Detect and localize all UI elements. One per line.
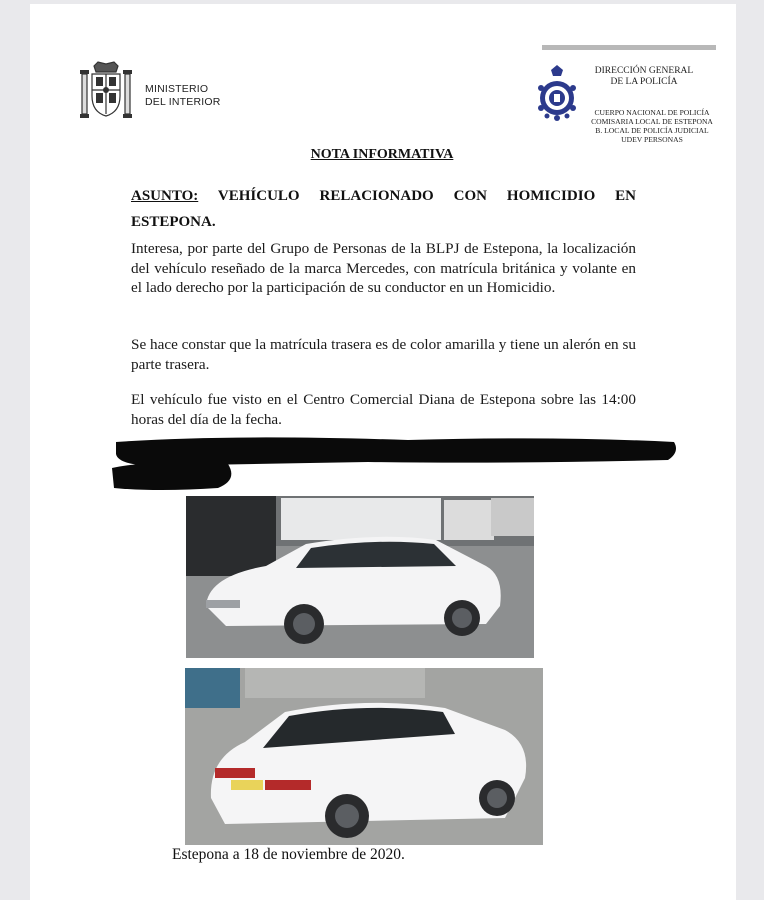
direccion-general: [580, 66, 708, 88]
unit-line-2: COMISARIA LOCAL DE ESTEPONA: [591, 117, 713, 126]
vehicle-photo-rear: [185, 668, 543, 845]
unit-block: [582, 108, 722, 144]
ministry-name: [145, 83, 221, 109]
paragraph-3: El vehículo fue visto en el Centro Comercial Diana de Estepona sobre las 14:00 horas del día de la fecha.: [131, 391, 636, 428]
policia-nacional-badge-icon: [537, 64, 577, 124]
spain-coat-of-arms-icon: [78, 60, 134, 122]
ministry-line-2: DEL INTERIOR: [145, 96, 221, 108]
header-rule: [542, 45, 716, 50]
ministry-line-1: MINISTERIO: [145, 83, 209, 95]
vehicle-photo-front: [186, 496, 534, 658]
unit-line-4: UDEV PERSONAS: [621, 135, 683, 144]
unit-line-1: CUERPO NACIONAL DE POLICÍA: [594, 108, 710, 117]
subject-line: [131, 183, 636, 209]
paragraph-2: Se hace constar que la matrícula trasera es de color amarilla y tiene un alerón en su parte trasera.: [131, 336, 636, 373]
redaction-mark: [108, 434, 682, 494]
signoff-date: Estepona a 18 de noviembre de 2020.: [172, 846, 405, 863]
document-title: NOTA INFORMATIVA: [310, 147, 454, 162]
dg-line-2: DE LA POLICÍA: [610, 77, 678, 87]
subject-text: VEHÍCULO RELACIONADO CON HOMICIDIO EN: [217, 188, 636, 204]
subject-text-2: ESTEPONA.: [131, 214, 216, 230]
unit-line-3: B. LOCAL DE POLICÍA JUDICIAL: [595, 126, 709, 135]
subject-label: ASUNTO:: [131, 188, 199, 204]
dg-line-1: DIRECCIÓN GENERAL: [594, 66, 694, 76]
paragraph-1: Interesa, por parte del Grupo de Personas de la BLPJ de Estepona, la localización del vehículo reseñado de la marca Mercedes, con matrícula británica y volante en el lado derecho por la participación de su conductor en un Homicidio.: [131, 240, 636, 296]
